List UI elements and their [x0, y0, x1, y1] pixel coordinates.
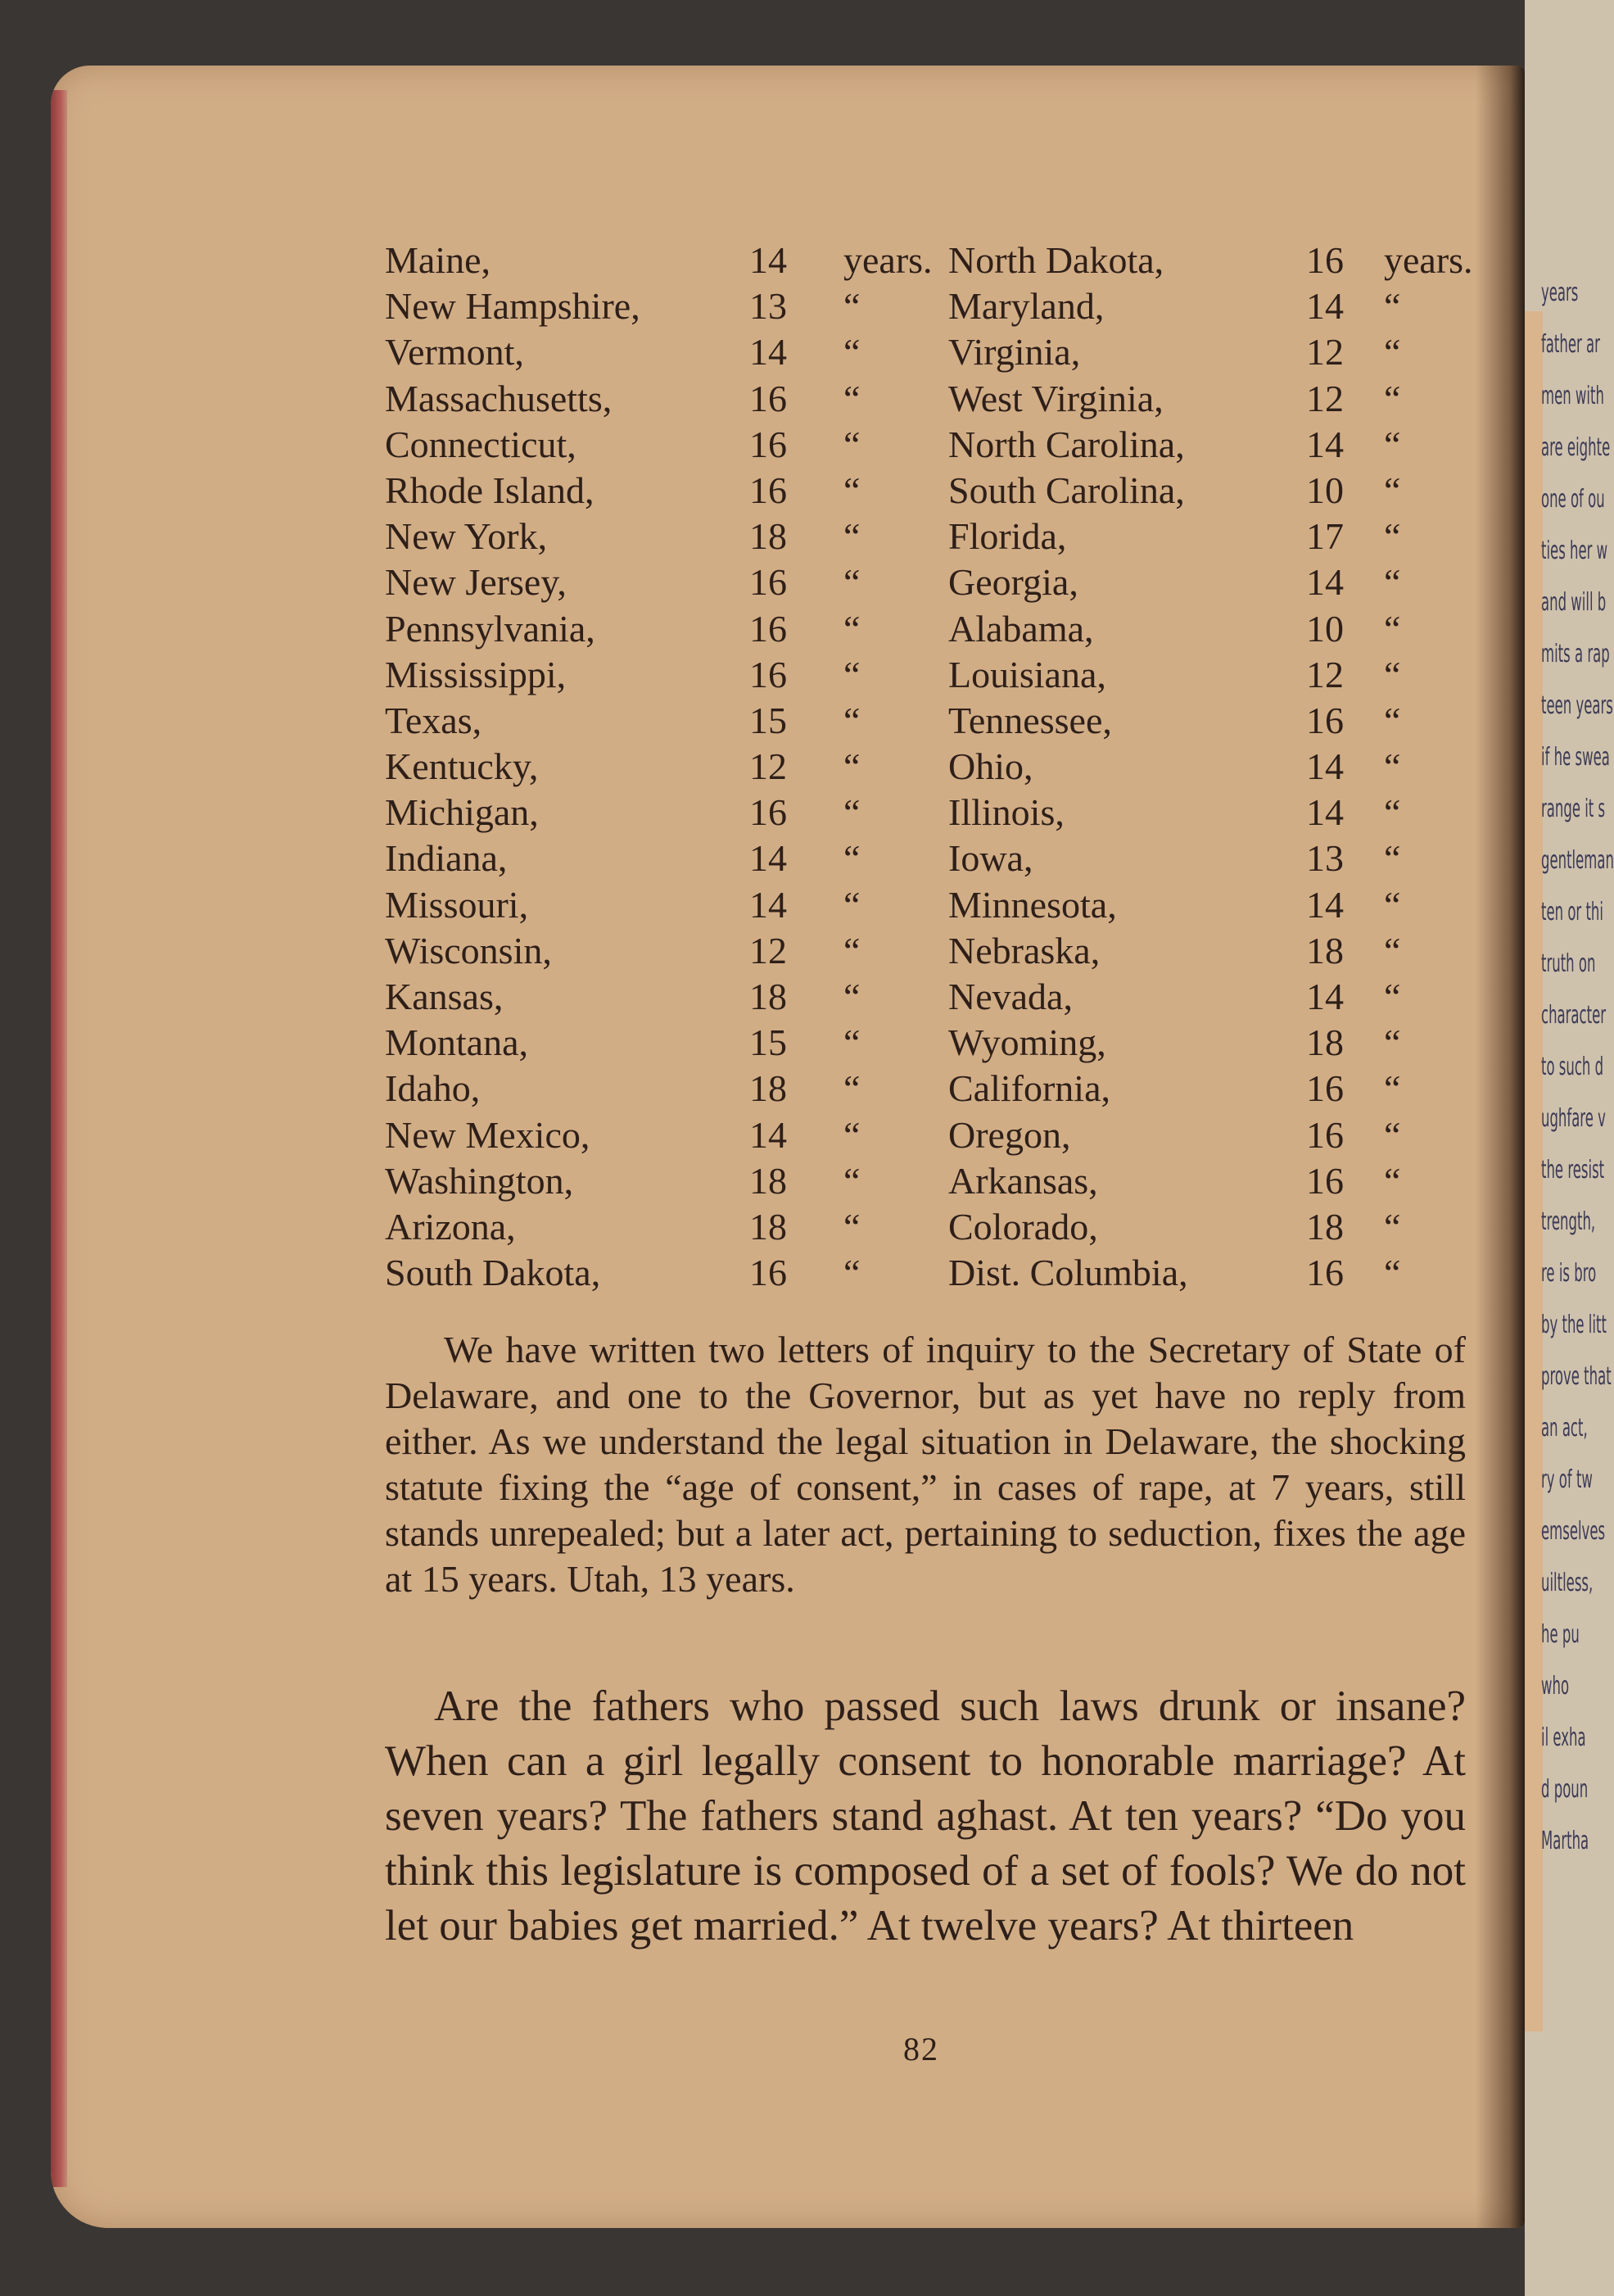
- unit-label: “: [843, 515, 861, 558]
- age-of-consent-table: [385, 238, 1474, 1296]
- age-value: 14: [1306, 791, 1344, 834]
- facing-page-line: who: [1541, 1672, 1570, 1700]
- state-name: Kentucky,: [385, 745, 539, 788]
- table-row: [385, 744, 1474, 790]
- state-name: Alabama,: [948, 607, 1094, 650]
- facing-page-line: prove that: [1541, 1362, 1612, 1391]
- unit-label: “: [843, 1159, 861, 1202]
- table-row: [385, 882, 1474, 928]
- state-name: Missouri,: [385, 883, 529, 926]
- unit-label: “: [843, 745, 861, 788]
- state-name: Nebraska,: [948, 929, 1101, 971]
- unit-label: “: [1384, 515, 1401, 558]
- age-value: 12: [749, 745, 787, 788]
- state-name: Maryland,: [948, 285, 1105, 328]
- facing-page-line: the resist: [1541, 1156, 1605, 1184]
- facing-page-line: one of ou: [1541, 485, 1605, 514]
- facing-page-line: years: [1541, 279, 1579, 307]
- age-value: 15: [749, 1021, 787, 1064]
- unit-label: “: [1384, 791, 1401, 834]
- unit-label: “: [1384, 423, 1401, 465]
- state-name: Texas,: [385, 699, 482, 741]
- state-name: Idaho,: [385, 1067, 481, 1110]
- state-name: West Virginia,: [948, 377, 1164, 419]
- state-name: North Dakota,: [948, 239, 1164, 281]
- facing-page-line: to such d: [1541, 1053, 1604, 1081]
- unit-label: “: [843, 1067, 861, 1110]
- age-value: 12: [749, 929, 787, 971]
- age-value: 12: [1306, 331, 1344, 374]
- table-row: [385, 928, 1474, 974]
- unit-label: “: [843, 837, 861, 880]
- facing-page-line: ten or thi: [1541, 898, 1603, 926]
- facing-page-line: ry of tw: [1541, 1465, 1593, 1494]
- unit-label: “: [1384, 285, 1401, 328]
- facing-page-line: emselves: [1541, 1517, 1606, 1546]
- state-name: Arizona,: [385, 1205, 516, 1248]
- facing-page-line: character: [1541, 1001, 1607, 1030]
- unit-label: “: [1384, 377, 1401, 419]
- age-value: 12: [1306, 653, 1344, 695]
- table-row: [385, 1066, 1474, 1112]
- unit-label: “: [1384, 469, 1401, 511]
- age-value: 10: [1306, 607, 1344, 650]
- table-row: [385, 329, 1474, 375]
- state-name: Nevada,: [948, 976, 1073, 1017]
- facing-page-line: trength,: [1541, 1207, 1596, 1236]
- state-name: Pennsylvania,: [385, 607, 595, 650]
- body-paragraph-1: We have written two letters of inquiry to the Secretary of State of Delaware, and one to the Governor, but as yet have no reply from either. As we understand the legal situation in Delaware, the shocking statute fixing the “age of consent,” in cases of rape, at 7 years, still stands unrepealed; but a later act, pertaining to seduction, fixes the age at 15 years. Utah, 13 years.: [385, 1329, 1466, 1600]
- age-value: 14: [749, 1113, 787, 1156]
- unit-label: “: [1384, 1113, 1401, 1156]
- unit-label: “: [1384, 837, 1401, 880]
- age-value: 18: [749, 1205, 787, 1248]
- age-value: 16: [1306, 699, 1344, 741]
- state-name: Indiana,: [385, 837, 508, 880]
- table-row: [385, 514, 1474, 559]
- age-value: 17: [1306, 515, 1344, 558]
- state-name: Kansas,: [385, 976, 504, 1017]
- age-value: 18: [1306, 1021, 1344, 1064]
- age-value: 14: [1306, 745, 1344, 788]
- state-name: Louisiana,: [948, 653, 1106, 695]
- page-gutter: [1476, 66, 1525, 2228]
- table-row: [385, 238, 1474, 283]
- unit-label: “: [1384, 1067, 1401, 1110]
- unit-label: “: [1384, 561, 1401, 604]
- table-row: [385, 1020, 1474, 1066]
- unit-label: “: [843, 699, 861, 741]
- state-name: Oregon,: [948, 1113, 1071, 1156]
- unit-label: “: [843, 1252, 861, 1294]
- page-edge: [1525, 311, 1543, 2031]
- age-value: 14: [749, 239, 787, 281]
- facing-page-line: truth on: [1541, 949, 1596, 978]
- state-name: Maine,: [385, 239, 491, 281]
- facing-page-line: father ar: [1541, 330, 1600, 359]
- age-value: 10: [1306, 469, 1344, 511]
- age-value: 14: [749, 883, 787, 926]
- table-row: [385, 698, 1474, 744]
- unit-label: “: [843, 929, 861, 971]
- unit-label: “: [1384, 1159, 1401, 1202]
- unit-label: years.: [843, 239, 933, 281]
- state-name: Ohio,: [948, 745, 1033, 788]
- state-name: Mississippi,: [385, 653, 567, 695]
- unit-label: “: [843, 331, 861, 374]
- facing-page-line: ughfare v: [1541, 1104, 1606, 1133]
- facing-page-line: are eighte: [1541, 433, 1611, 462]
- age-value: 16: [1306, 239, 1344, 281]
- facing-page-line: men with: [1541, 382, 1604, 410]
- book-cover-edge: [51, 90, 67, 2187]
- unit-label: “: [843, 423, 861, 465]
- facing-page-line: mits a rap: [1541, 640, 1610, 668]
- unit-label: “: [1384, 883, 1401, 926]
- state-name: Wyoming,: [948, 1021, 1106, 1064]
- state-name: North Carolina,: [948, 423, 1185, 465]
- unit-label: “: [1384, 1021, 1401, 1064]
- unit-label: “: [843, 377, 861, 419]
- age-value: 14: [749, 331, 787, 374]
- age-value: 16: [749, 377, 787, 419]
- age-value: 14: [1306, 976, 1344, 1017]
- age-value: 14: [749, 837, 787, 880]
- state-name: Massachusetts,: [385, 377, 613, 419]
- unit-label: “: [1384, 1252, 1401, 1294]
- table-row: [385, 1250, 1474, 1296]
- table-row: [385, 468, 1474, 514]
- state-name: Colorado,: [948, 1205, 1098, 1248]
- age-value: 16: [749, 469, 787, 511]
- age-value: 16: [1306, 1159, 1344, 1202]
- body-paragraph-2: Are the fathers who passed such laws drunk or insane? When can a girl legally consent to honorable marriage? At seven years? The fathers stand aghast. At ten years? “Do you think this legislature is composed of a set of fools? We do not let our babies get married.” At twelve years? At thirteen: [385, 1682, 1466, 1950]
- page-number: 82: [903, 2031, 939, 2067]
- state-name: Montana,: [385, 1021, 529, 1064]
- state-name: South Dakota,: [385, 1252, 601, 1294]
- state-name: Wisconsin,: [385, 929, 552, 971]
- unit-label: “: [1384, 653, 1401, 695]
- age-value: 18: [749, 1159, 787, 1202]
- state-name: Iowa,: [948, 837, 1033, 880]
- table-row: [385, 559, 1474, 605]
- facing-page: [1525, 0, 1614, 2296]
- age-value: 14: [1306, 561, 1344, 604]
- state-name: Dist. Columbia,: [948, 1252, 1188, 1294]
- facing-page-line: by the litt: [1541, 1311, 1607, 1339]
- unit-label: “: [1384, 976, 1401, 1017]
- age-value: 16: [1306, 1113, 1344, 1156]
- age-value: 14: [1306, 883, 1344, 926]
- age-value: 14: [1306, 285, 1344, 328]
- age-value: 18: [749, 515, 787, 558]
- facing-page-line: il exha: [1541, 1723, 1586, 1752]
- state-name: New Mexico,: [385, 1113, 590, 1156]
- table-row: [385, 283, 1474, 329]
- facing-page-line: re is bro: [1541, 1259, 1597, 1288]
- state-name: Tennessee,: [948, 699, 1112, 741]
- age-value: 18: [1306, 1205, 1344, 1248]
- age-value: 16: [749, 1252, 787, 1294]
- age-value: 15: [749, 699, 787, 741]
- facing-page-line: he pu: [1541, 1620, 1580, 1649]
- unit-label: years.: [1384, 239, 1473, 281]
- table-row: [385, 790, 1474, 836]
- state-name: Illinois,: [948, 791, 1065, 834]
- unit-label: “: [843, 1113, 861, 1156]
- state-name: Minnesota,: [948, 883, 1117, 926]
- table-row: [385, 652, 1474, 698]
- facing-page-line: an act,: [1541, 1414, 1588, 1442]
- facing-page-line: if he swea: [1541, 743, 1610, 772]
- state-name: New Jersey,: [385, 561, 567, 604]
- state-name: Washington,: [385, 1159, 574, 1202]
- unit-label: “: [843, 607, 861, 650]
- table-row: [385, 606, 1474, 652]
- unit-label: “: [843, 976, 861, 1017]
- facing-page-line: and will b: [1541, 588, 1607, 617]
- state-name: New Hampshire,: [385, 285, 640, 328]
- state-name: California,: [948, 1067, 1110, 1110]
- age-value: 12: [1306, 377, 1344, 419]
- unit-label: “: [1384, 607, 1401, 650]
- table-row: [385, 974, 1474, 1020]
- unit-label: “: [843, 1205, 861, 1248]
- age-value: 18: [749, 976, 787, 1017]
- unit-label: “: [1384, 331, 1401, 374]
- state-name: Connecticut,: [385, 423, 576, 465]
- facing-page-line: ties her w: [1541, 537, 1608, 565]
- age-value: 16: [749, 653, 787, 695]
- unit-label: “: [1384, 745, 1401, 788]
- facing-page-line: range it s: [1541, 795, 1606, 823]
- unit-label: “: [843, 469, 861, 511]
- age-value: 16: [749, 423, 787, 465]
- age-value: 16: [749, 791, 787, 834]
- age-value: 13: [749, 285, 787, 328]
- unit-label: “: [843, 791, 861, 834]
- table-row: [385, 376, 1474, 422]
- table-row: [385, 836, 1474, 881]
- age-value: 16: [749, 607, 787, 650]
- table-row: [385, 422, 1474, 468]
- state-name: Georgia,: [948, 561, 1078, 604]
- state-name: South Carolina,: [948, 469, 1185, 511]
- unit-label: “: [1384, 1205, 1401, 1248]
- facing-page-line: Martha: [1541, 1827, 1589, 1855]
- unit-label: “: [843, 561, 861, 604]
- facing-page-line: d poun: [1541, 1775, 1589, 1804]
- state-name: Arkansas,: [948, 1159, 1098, 1202]
- state-name: Vermont,: [385, 331, 524, 374]
- age-value: 18: [749, 1067, 787, 1110]
- facing-page-line: teen years: [1541, 691, 1613, 720]
- unit-label: “: [843, 883, 861, 926]
- unit-label: “: [1384, 929, 1401, 971]
- state-name: New York,: [385, 515, 548, 558]
- facing-page-line: uiltless,: [1541, 1569, 1594, 1597]
- state-name: Rhode Island,: [385, 469, 595, 511]
- table-row: [385, 1112, 1474, 1158]
- table-row: [385, 1158, 1474, 1204]
- state-name: Michigan,: [385, 791, 539, 834]
- unit-label: “: [843, 653, 861, 695]
- state-name: Florida,: [948, 515, 1067, 558]
- unit-label: “: [1384, 699, 1401, 741]
- age-value: 16: [749, 561, 787, 604]
- unit-label: “: [843, 1021, 861, 1064]
- state-name: Virginia,: [948, 331, 1081, 374]
- age-value: 14: [1306, 423, 1344, 465]
- unit-label: “: [843, 285, 861, 328]
- age-value: 16: [1306, 1252, 1344, 1294]
- facing-page-line: gentleman: [1541, 846, 1614, 875]
- age-value: 16: [1306, 1067, 1344, 1110]
- table-row: [385, 1204, 1474, 1250]
- age-value: 13: [1306, 837, 1344, 880]
- age-value: 18: [1306, 929, 1344, 971]
